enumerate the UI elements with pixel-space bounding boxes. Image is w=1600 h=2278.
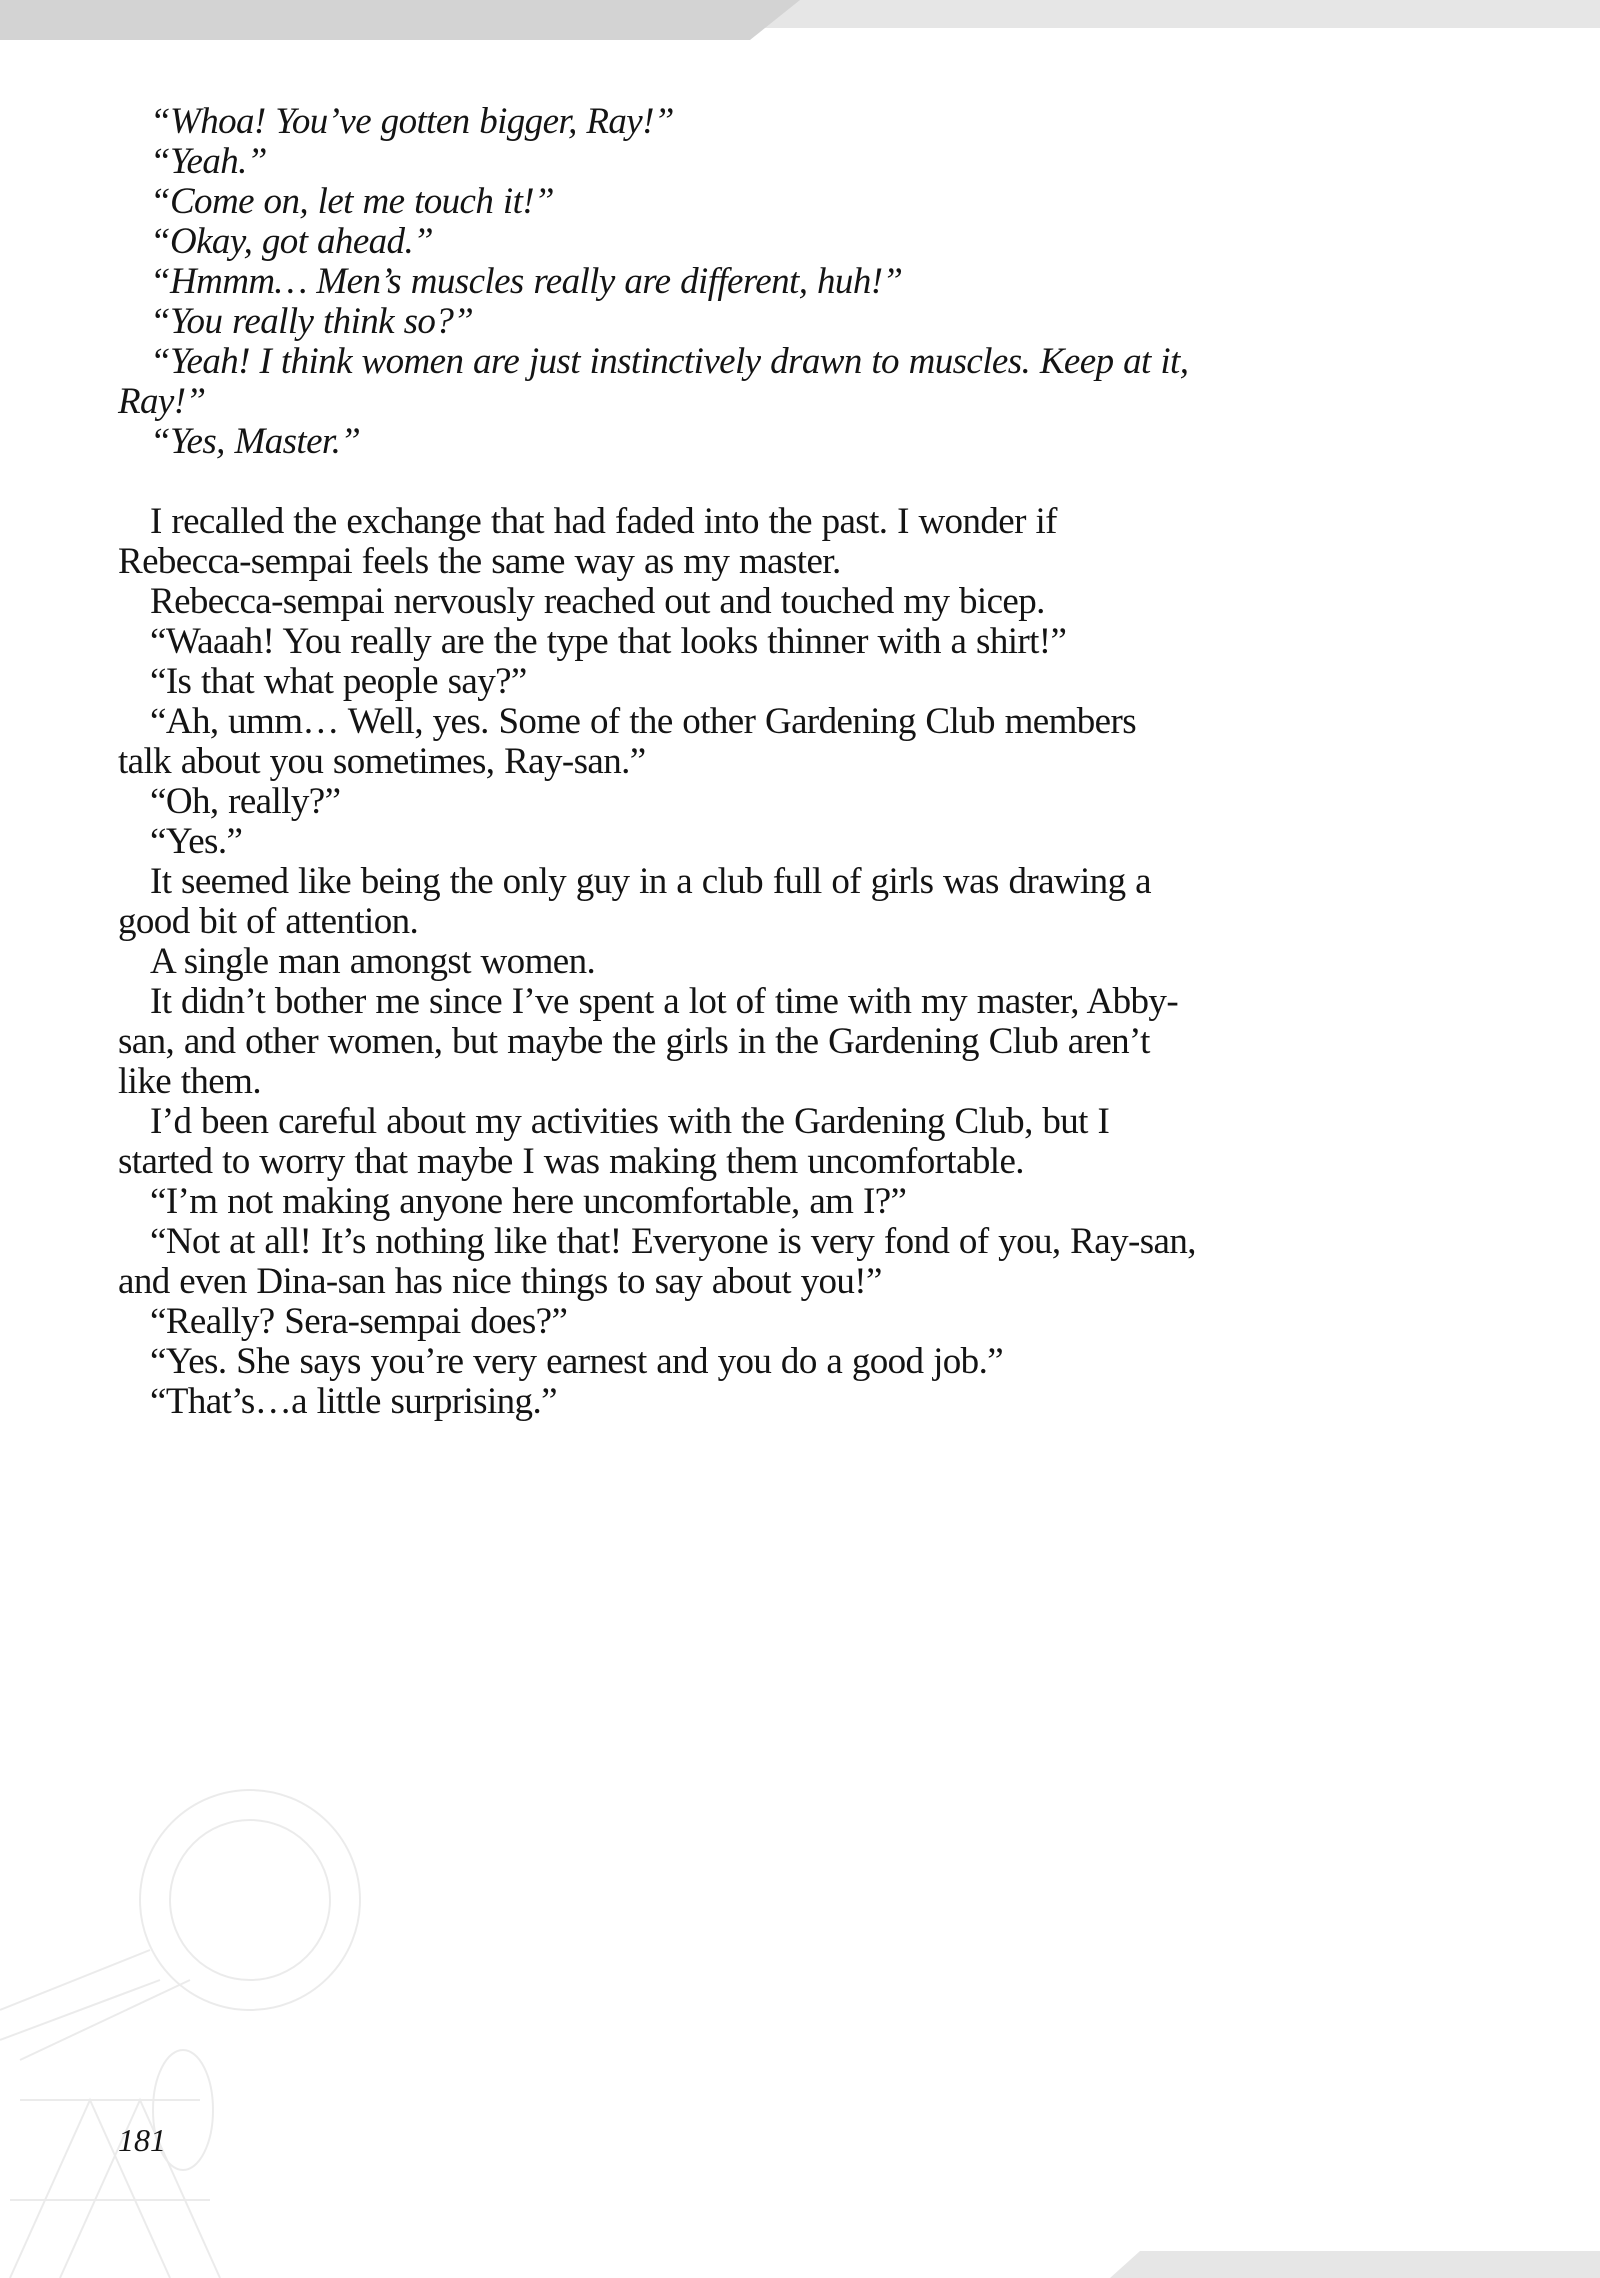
body-text-line: good bit of attention. <box>118 901 419 942</box>
body-text-line: “Oh, really?” <box>150 781 341 822</box>
body-text-line: “That’s…a little surprising.” <box>150 1381 557 1422</box>
body-text-line: “Yes. She says you’re very earnest and you do a good job.” <box>150 1341 1004 1382</box>
body-text-line: It didn’t bother me since I’ve spent a lot of time with my master, Abby- <box>150 981 1179 1022</box>
body-text-line: “Is that what people say?” <box>150 661 527 702</box>
dialogue-memory-line: “You really think so?” <box>150 301 474 342</box>
header-tab <box>0 0 800 40</box>
dialogue-memory-line: “Whoa! You’ve gotten bigger, Ray!” <box>150 101 674 142</box>
body-text-line: Rebecca-sempai feels the same way as my master. <box>118 541 841 582</box>
dialogue-memory-line: “Yeah.” <box>150 141 267 182</box>
dialogue-memory-line: “Yeah! I think women are just instinctively drawn to muscles. Keep at it, <box>150 341 1189 382</box>
body-text-line: talk about you sometimes, Ray-san.” <box>118 741 646 782</box>
body-text-line: “Waaah! You really are the type that looks thinner with a shirt!” <box>150 621 1067 662</box>
emblem-ring-outer <box>140 1790 360 2010</box>
dialogue-memory-line: “Yes, Master.” <box>150 421 361 462</box>
page-number: 181 <box>118 2122 166 2158</box>
footer-tab <box>1110 2251 1600 2278</box>
body-text-line: “I’m not making anyone here uncomfortable, am I?” <box>150 1181 907 1222</box>
body-text-line: san, and other women, but maybe the girls in the Gardening Club aren’t <box>118 1021 1150 1062</box>
body-text-line: It seemed like being the only guy in a club full of girls was drawing a <box>150 861 1151 902</box>
body-text-line: and even Dina-san has nice things to say about you!” <box>118 1261 882 1302</box>
dialogue-memory-line: “Okay, got ahead.” <box>150 221 434 262</box>
body-text-block <box>118 502 1458 1422</box>
body-text-line: “Yes.” <box>150 821 243 862</box>
body-text-line: “Not at all! It’s nothing like that! Everyone is very fond of you, Ray-san, <box>150 1221 1196 1262</box>
body-text-line: “Really? Sera-sempai does?” <box>150 1301 568 1342</box>
body-text-line: “Ah, umm… Well, yes. Some of the other Gardening Club members <box>150 701 1137 742</box>
body-text-line: A single man amongst women. <box>150 941 596 982</box>
ornamental-emblem-icon <box>0 1780 640 2278</box>
emblem-arches <box>10 2100 220 2278</box>
body-text-line: I’d been careful about my activities with the Gardening Club, but I <box>150 1101 1110 1142</box>
dialogue-memory-line: “Hmmm… Men’s muscles really are different, huh!” <box>150 261 903 302</box>
dialogue-memory-line: Ray!” <box>118 381 206 422</box>
body-text-line: started to worry that maybe I was making them uncomfortable. <box>118 1141 1024 1182</box>
body-text-line: like them. <box>118 1061 261 1102</box>
body-text-line: I recalled the exchange that had faded into the past. I wonder if <box>150 501 1057 542</box>
dialogue-memory-block <box>118 102 1458 462</box>
emblem-ring-inner <box>170 1820 330 1980</box>
dialogue-memory-line: “Come on, let me touch it!” <box>150 181 554 222</box>
body-text-line: Rebecca-sempai nervously reached out and touched my bicep. <box>150 581 1045 622</box>
